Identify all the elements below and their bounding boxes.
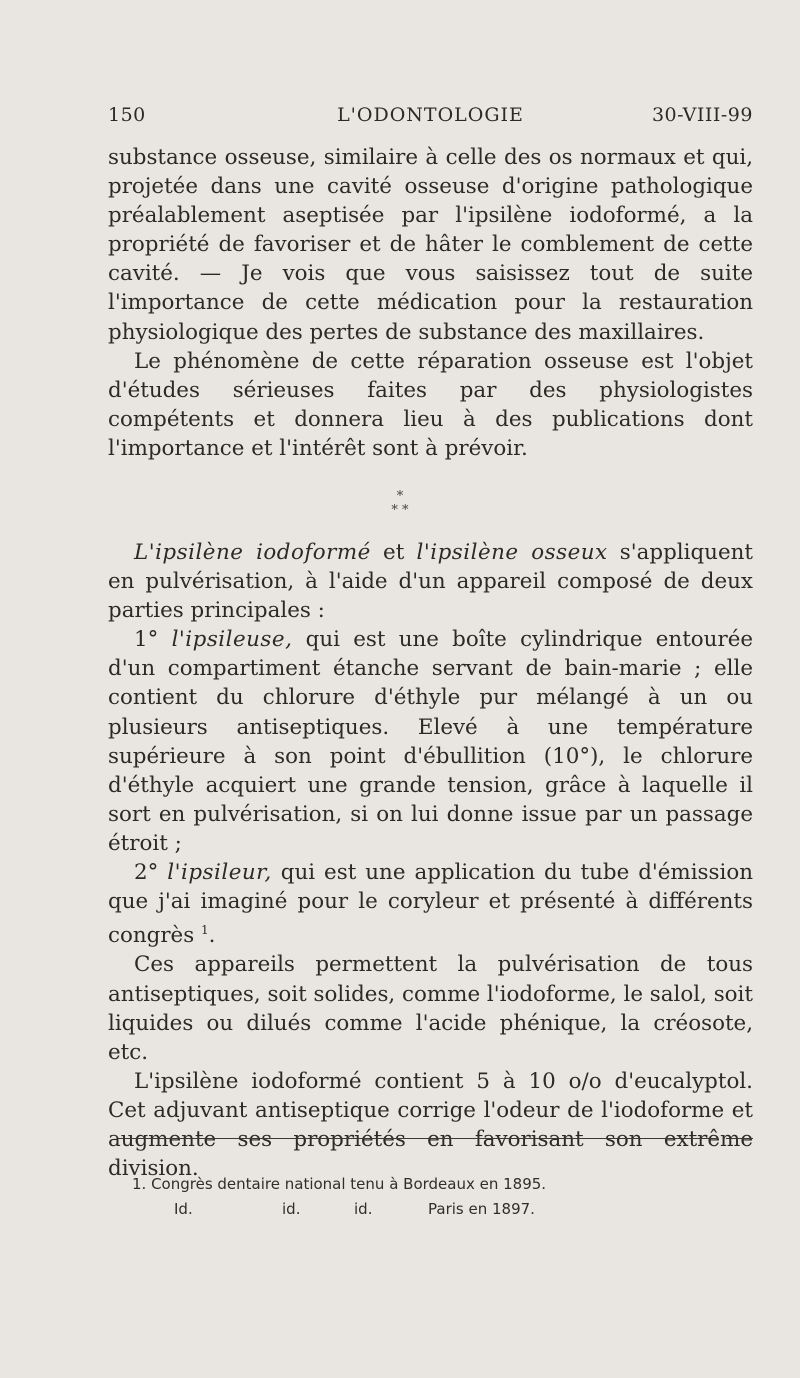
footnote-col: id. bbox=[354, 1200, 373, 1218]
section-separator bbox=[0, 490, 800, 530]
separator-stars-bottom: * * bbox=[391, 503, 409, 518]
paragraph: L'ipsilène iodoformé contient 5 à 10 o/o d'eucalyptol. Cet adjuvant antiseptique corrige l'odeur de l'iodoforme et augmente ses propriétés en favorisant son extrême division. bbox=[108, 1068, 753, 1182]
item-number: 1° bbox=[134, 627, 172, 653]
running-header bbox=[108, 104, 753, 134]
section-2 bbox=[108, 538, 753, 1183]
footnote-rule-tail bbox=[726, 1138, 753, 1139]
text: qui est une application du tube d'émission que j'ai imaginé pour le coryleur et présenté à différents congrès bbox=[108, 860, 754, 949]
paragraph bbox=[108, 625, 753, 858]
footnote-col: Paris en 1897. bbox=[428, 1200, 535, 1218]
section-1 bbox=[108, 143, 753, 463]
paragraph: Ces appareils permettent la pulvérisation de tous antiseptiques, soit solides, comme l'iodoforme, le salol, soit liquides ou dilués comme l'acide phénique, la créosote, etc. bbox=[108, 952, 753, 1065]
footnote-col: id. bbox=[282, 1200, 301, 1218]
paragraph bbox=[108, 858, 753, 950]
footnote-text: 1. Congrès dentaire national tenu à Bordeaux en 1895. bbox=[132, 1175, 547, 1193]
footnote-col: Id. bbox=[174, 1200, 193, 1218]
paragraph bbox=[108, 538, 753, 625]
footnote-ref: 1 bbox=[201, 923, 209, 938]
separator-star-top: * bbox=[396, 489, 404, 504]
text: s'appliquent en pulvérisation, à l'aide d'un appareil composé de deux parties principales : bbox=[108, 540, 753, 624]
text: qui est une boîte cylindrique entourée d'un compartiment étanche servant de bain-marie ; elle contient du chlorure d'éthyle pur mélangé à un ou plusieurs antiseptiques. Elevé à une température supérieure à son point d'ébullition (10°), le chlorure d'éthyle acquiert une grande tension, grâce à laquelle il sort en pulvérisation, si on lui donne issue par un passage étroit ; bbox=[108, 627, 754, 856]
footnote bbox=[132, 1172, 692, 1197]
italic-term: l'ipsileur, bbox=[167, 860, 272, 886]
italic-term: l'ipsileuse, bbox=[171, 627, 293, 653]
page-number: 150 bbox=[108, 104, 146, 126]
italic-term: l'ipsilène osseux bbox=[416, 540, 608, 565]
journal-title: L'ODONTOLOGIE bbox=[337, 104, 524, 126]
footnote bbox=[132, 1197, 692, 1222]
italic-term: L'ipsilène iodoformé bbox=[134, 540, 371, 565]
paragraph: Le phénomène de cette réparation osseuse est l'objet d'études sérieuses faites par des physiologistes compétents et donnera lieu à des publications dont l'importance et l'intérêt sont à prévoir. bbox=[108, 348, 753, 461]
footnote-rule bbox=[118, 1138, 718, 1139]
footnotes bbox=[132, 1172, 692, 1222]
item-number: 2° bbox=[134, 860, 168, 886]
issue-date: 30-VIII-99 bbox=[651, 104, 753, 126]
text: . bbox=[208, 923, 216, 949]
paragraph: substance osseuse, similaire à celle des os normaux et qui, projetée dans une cavité osseuse d'origine pathologique préalablement aseptisée par l'ipsilène iodoformé, a la propriété de favoriser et de hâter le comblement de cette cavité. — Je vois que vous saisissez tout de suite l'importance de cette médication pour la restauration physiologique des pertes de substance des maxillaires. bbox=[108, 145, 753, 345]
text: et bbox=[370, 540, 417, 565]
